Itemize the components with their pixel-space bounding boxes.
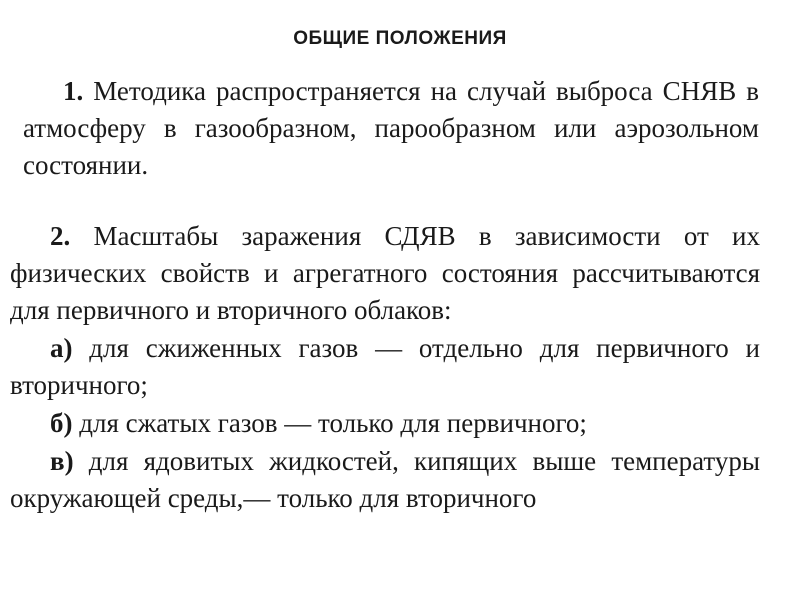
item-1-text: Методика распространяется на случай выброса СНЯВ в атмосферу в газообразном, парообразном или аэрозольном состоянии. [23,76,759,180]
list-text-a: для сжиженных газов — отдельно для первичного и вторичного; [10,333,760,400]
paragraph-2-text [10,218,760,329]
item-number-2: 2. [50,221,71,251]
paragraph-1 [23,73,759,184]
list-marker-a: а) [50,333,73,363]
list-text-b: для сжатых газов — только для первичного; [72,408,587,438]
item-2-text: Масштабы заражения СДЯВ в зависимости от их физических свойств и агрегатного состояния рассчитываются для первичного и вторичного облаков: [10,221,760,325]
list-item-a [10,330,760,404]
list-marker-c: в) [50,446,74,476]
list-item-b [10,405,760,442]
list-text-c: для ядовитых жидкостей, кипящих выше температуры окружающей среды,— только для вторичного [10,446,760,513]
item-number-1: 1. [63,76,84,106]
page-title: ОБЩИЕ ПОЛОЖЕНИЯ [293,28,507,49]
list-item-c [10,443,760,517]
paragraph-2 [10,218,760,517]
list-marker-b: б) [50,408,73,438]
paragraph-1-text [23,73,759,184]
